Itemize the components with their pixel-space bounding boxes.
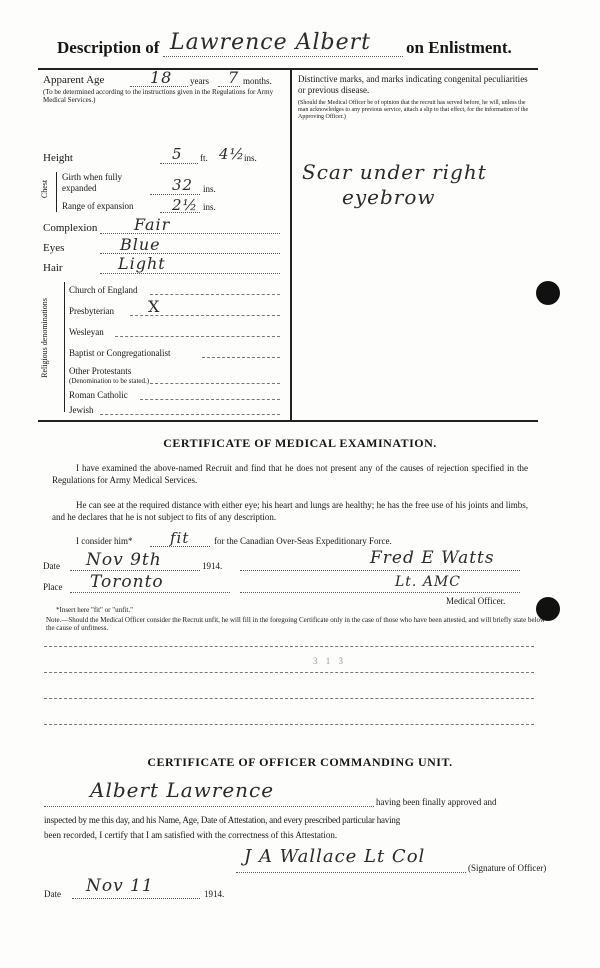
commanding-recruit-name: Albert Lawrence — [90, 778, 275, 802]
months-label: months. — [243, 76, 272, 86]
complexion-line — [100, 233, 280, 234]
medical-footnote: Note.—Should the Medical Officer consider the Recruit unfit, he will fill in the foregoing Certificate only in the case of those who have been attested, and will briefly state below the cause of unfitness. — [46, 616, 546, 632]
complexion-label: Complexion — [43, 222, 98, 234]
unfit-reason-line-1 — [44, 646, 534, 647]
header-title-right: on Enlistment. — [406, 38, 512, 57]
medical-year: 1914. — [202, 561, 223, 571]
height-label: Height — [43, 152, 73, 164]
header-title-left: Description of — [57, 38, 160, 57]
age-months-value: 7 — [228, 68, 240, 87]
religion-line-6 — [100, 414, 280, 415]
hair-label: Hair — [43, 262, 63, 274]
marks-value-line1: Scar under right — [302, 160, 487, 184]
medical-signature-title: Lt. AMC — [395, 574, 461, 590]
age-months-line — [218, 86, 240, 87]
complexion-value: Fair — [134, 215, 171, 234]
religion-line-4 — [150, 383, 280, 384]
girth-value: 32 — [172, 176, 194, 194]
medical-place-line — [70, 592, 230, 593]
hair-line — [100, 273, 280, 274]
years-label: years — [190, 76, 209, 86]
medical-place-value: Toronto — [90, 572, 164, 592]
medical-place-label: Place — [43, 582, 63, 592]
age-note: (To be determined according to the instructions given in the Regulations for Army Medical Services.) — [43, 88, 274, 104]
girth-ins-label: ins. — [203, 184, 216, 194]
commanding-text2: inspected by me this day, and his Name, Age, Date of Attestation, and every prescribed particular having — [44, 815, 401, 825]
marks-value-line2: eyebrow — [342, 185, 436, 209]
eyes-label: Eyes — [43, 242, 65, 254]
unfit-reason-line-3 — [44, 698, 534, 699]
commanding-text1: having been finally approved and — [376, 797, 497, 807]
range-ins-label: ins. — [203, 202, 216, 212]
religion-item-wesleyan: Wesleyan — [69, 327, 104, 337]
commanding-signature-label: (Signature of Officer) — [468, 863, 547, 873]
commanding-date-line — [72, 898, 200, 899]
age-years-line — [130, 86, 188, 87]
commanding-date-value: Nov 11 — [86, 876, 154, 896]
commanding-date-label: Date — [44, 889, 61, 899]
religion-item-presbyterian: Presbyterian — [69, 306, 114, 316]
unfit-reason-line-2 — [44, 672, 534, 673]
religion-line-5 — [140, 399, 280, 400]
height-feet-value: 5 — [172, 145, 183, 163]
table-bottom-rule — [38, 420, 538, 422]
religion-item-church-of-england: Church of England — [69, 285, 138, 295]
chest-label: Chest — [40, 179, 49, 199]
medical-signature-line — [240, 570, 520, 571]
range-label: Range of expansion — [62, 201, 134, 211]
religion-item-roman-catholic: Roman Catholic — [69, 390, 128, 400]
range-value: 2½ — [172, 196, 199, 214]
religion-item-jewish: Jewish — [69, 405, 94, 415]
religion-line-3 — [202, 357, 280, 358]
commanding-year: 1914. — [204, 889, 225, 899]
unfit-reason-line-4 — [44, 724, 534, 725]
girth-label: Girth when fully expanded — [62, 172, 122, 193]
apparent-age-label: Apparent Age — [43, 74, 105, 86]
religion-bracket — [64, 282, 65, 412]
commanding-name-line — [44, 806, 374, 807]
girth-line — [150, 194, 200, 195]
header-name-line — [163, 56, 403, 57]
medical-officer-label: Medical Officer. — [446, 596, 506, 606]
medical-para1: I have examined the above-named Recruit and find that he does not present any of the causes of rejection specified in the Regulations for Army Medical Services. — [52, 463, 528, 485]
eyes-value: Blue — [120, 235, 161, 254]
table-divider — [290, 68, 292, 420]
commanding-signature: J A Wallace Lt Col — [244, 846, 426, 867]
fit-line — [150, 546, 210, 547]
commanding-text3: been recorded, I certify that I am satisfied with the correctness of this Attestation. — [44, 830, 338, 840]
religion-item-other-protestants: Other Protestants — [69, 366, 132, 376]
marks-label: Distinctive marks, and marks indicating congenital peculiarities or previous disease. — [298, 74, 528, 95]
commanding-heading: CERTIFICATE OF OFFICER COMMANDING UNIT. — [147, 755, 453, 769]
religion-line-1 — [130, 315, 280, 316]
medical-title-line — [240, 592, 520, 593]
medical-signature: Fred E Watts — [370, 548, 495, 568]
table-top-rule — [38, 68, 538, 70]
age-years-value: 18 — [150, 68, 173, 87]
hair-value: Light — [118, 254, 166, 273]
header-name: Lawrence Albert — [170, 30, 371, 55]
medical-stamp: 3 1 3 — [313, 656, 346, 666]
chest-bracket — [56, 172, 57, 212]
ins-label: ins. — [244, 153, 257, 163]
medical-heading: CERTIFICATE OF MEDICAL EXAMINATION. — [163, 436, 437, 450]
punch-hole-top — [536, 281, 560, 305]
height-feet-line — [160, 163, 198, 164]
commanding-signature-line — [236, 872, 466, 873]
range-line — [160, 212, 200, 213]
medical-date-line — [70, 570, 200, 571]
religion-denomination-note: (Denomination to be stated.) — [69, 377, 150, 385]
fit-value: fit — [170, 529, 190, 547]
medical-insert-note: *Insert here "fit" or "unfit." — [56, 606, 133, 614]
religion-mark-presbyterian: X — [148, 297, 161, 316]
medical-date-label: Date — [43, 561, 60, 571]
medical-para2: He can see at the required distance with either eye; his heart and lungs are healthy; he has the free use of his joints and limbs, and he declares that he is not subject to fits of any description. — [52, 500, 528, 522]
religion-line-0 — [150, 294, 280, 295]
marks-note: (Should the Medical Officer be of opinion that the recruit has served before, he will, unless the man acknowledges to any previous service, attach a slip to that effect, for the information of the Approving Officer.) — [298, 100, 529, 120]
consider-prefix: I consider him* — [76, 536, 133, 546]
height-inches-value: 4½ — [219, 145, 246, 163]
religion-label: Religious denominations — [40, 298, 49, 378]
religion-item-baptist: Baptist or Congregationalist — [69, 348, 171, 358]
medical-date-value: Nov 9th — [86, 550, 162, 570]
religion-line-2 — [115, 336, 280, 337]
consider-suffix: for the Canadian Over-Seas Expeditionary Force. — [214, 536, 392, 546]
ft-label: ft. — [200, 153, 208, 163]
